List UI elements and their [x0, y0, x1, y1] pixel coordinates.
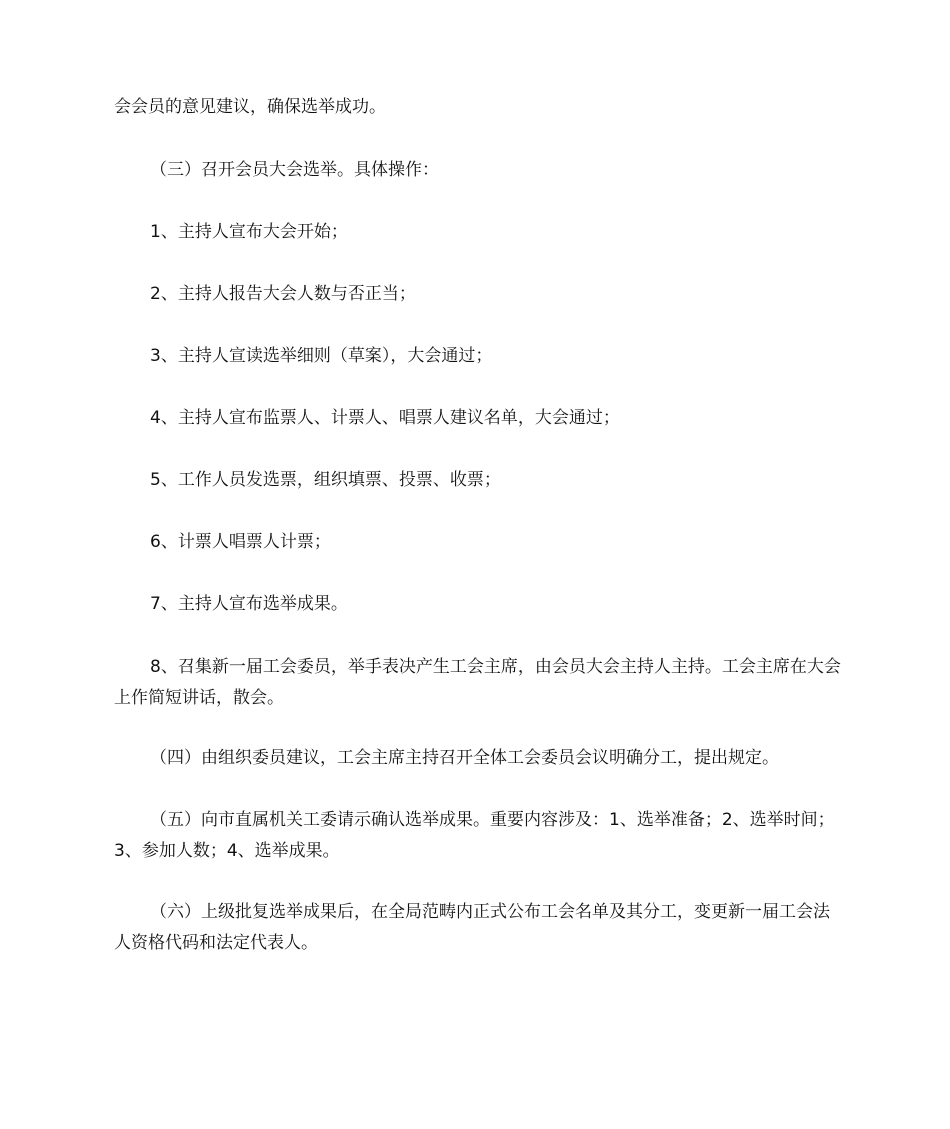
- paragraph-step-5: 5、工作人员发选票，组织填票、投票、收票；: [150, 470, 501, 490]
- paragraph-continuation: 会会员的意见建议，确保选举成功。: [114, 97, 386, 117]
- paragraph-section-3-heading: （三）召开会员大会选举。具体操作：: [150, 160, 439, 180]
- paragraph-step-7: 7、主持人宣布选举成果。: [150, 594, 348, 614]
- paragraph-step-2: 2、主持人报告大会人数与否正当；: [150, 284, 416, 304]
- paragraph-step-6: 6、计票人唱票人计票；: [150, 532, 331, 552]
- paragraph-section-6: （六）上级批复选举成果后，在全局范畴内正式公布工会名单及其分工，变更新一届工会法人资格代码和法定代表人。: [114, 902, 830, 953]
- paragraph-step-4: 4、主持人宣布监票人、计票人、唱票人建议名单，大会通过；: [150, 408, 620, 428]
- paragraph-step-1: 1、主持人宣布大会开始；: [150, 222, 348, 242]
- paragraph-section-5: （五）向市直属机关工委请示确认选举成果。重要内容涉及：1、选举准备；2、选举时间；3、参加人数；4、选举成果。: [114, 810, 835, 861]
- paragraph-step-8: 8、召集新一届工会委员，举手表决产生工会主席，由会员大会主持人主持。工会主席在大会上作简短讲话，散会。: [114, 657, 841, 708]
- paragraph-section-4: （四）由组织委员建议，工会主席主持召开全体工会委员会议明确分工，提出规定。: [150, 748, 779, 768]
- paragraph-step-3: 3、主持人宣读选举细则（草案），大会通过；: [150, 346, 493, 366]
